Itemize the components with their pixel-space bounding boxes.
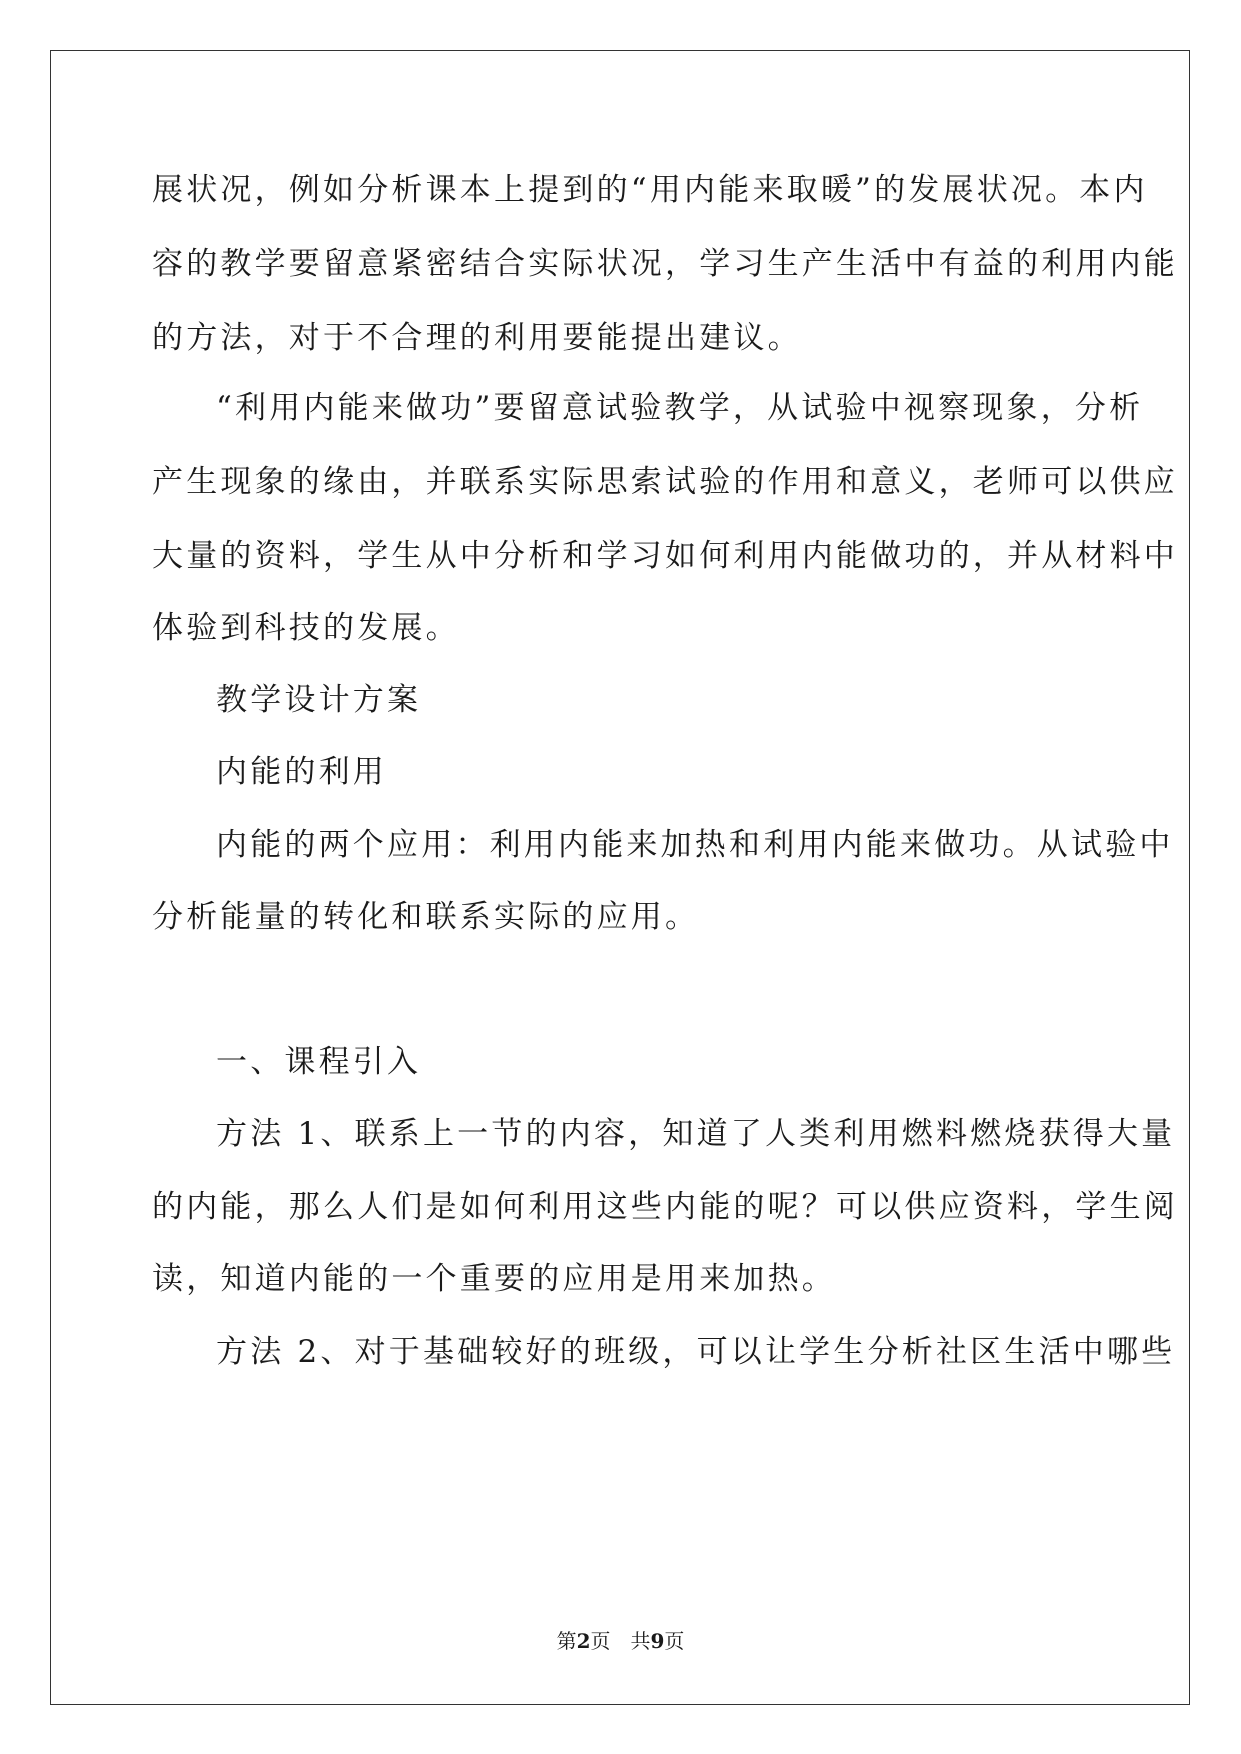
footer-suffix: 页 bbox=[664, 1629, 685, 1653]
total-page-number: 9 bbox=[650, 1629, 665, 1653]
paragraph-line: 内能的两个应用：利用内能来加热和利用内能来做功。从试验中 bbox=[216, 827, 1174, 863]
page-footer bbox=[0, 1628, 1241, 1654]
paragraph-line: 容的教学要留意紧密结合实际状况，学习生产生活中有益的利用内能 bbox=[152, 246, 1178, 282]
section-heading: 教学设计方案 bbox=[216, 682, 422, 718]
paragraph-line: 展状况，例如分析课本上提到的“用内能来取暖”的发展状况。本内 bbox=[152, 172, 1148, 208]
paragraph-line: 读，知道内能的一个重要的应用是用来加热。 bbox=[152, 1261, 836, 1297]
paragraph-line: 方法 2、对于基础较好的班级，可以让学生分析社区生活中哪些 bbox=[216, 1334, 1176, 1370]
page-border bbox=[50, 50, 1190, 1705]
paragraph-line: 产生现象的缘由，并联系实际思索试验的作用和意义，老师可以供应 bbox=[152, 464, 1178, 500]
paragraph-line: 方法 1、联系上一节的内容，知道了人类利用燃料燃烧获得大量 bbox=[216, 1116, 1176, 1152]
footer-prefix: 第 bbox=[556, 1629, 577, 1653]
paragraph-line: 的方法，对于不合理的利用要能提出建议。 bbox=[152, 320, 802, 356]
footer-mid: 页 共 bbox=[590, 1629, 651, 1653]
paragraph-line: 体验到科技的发展。 bbox=[152, 610, 460, 646]
paragraph-line: 的内能，那么人们是如何利用这些内能的呢？可以供应资料，学生阅 bbox=[152, 1189, 1178, 1225]
paragraph-line: “利用内能来做功”要留意试验教学，从试验中视察现象，分析 bbox=[216, 390, 1144, 426]
section-heading: 内能的利用 bbox=[216, 754, 387, 790]
paragraph-line: 大量的资料，学生从中分析和学习如何利用内能做功的，并从材料中 bbox=[152, 538, 1178, 574]
current-page-number: 2 bbox=[576, 1629, 591, 1653]
section-heading: 一、课程引入 bbox=[216, 1044, 422, 1080]
paragraph-line: 分析能量的转化和联系实际的应用。 bbox=[152, 899, 700, 935]
